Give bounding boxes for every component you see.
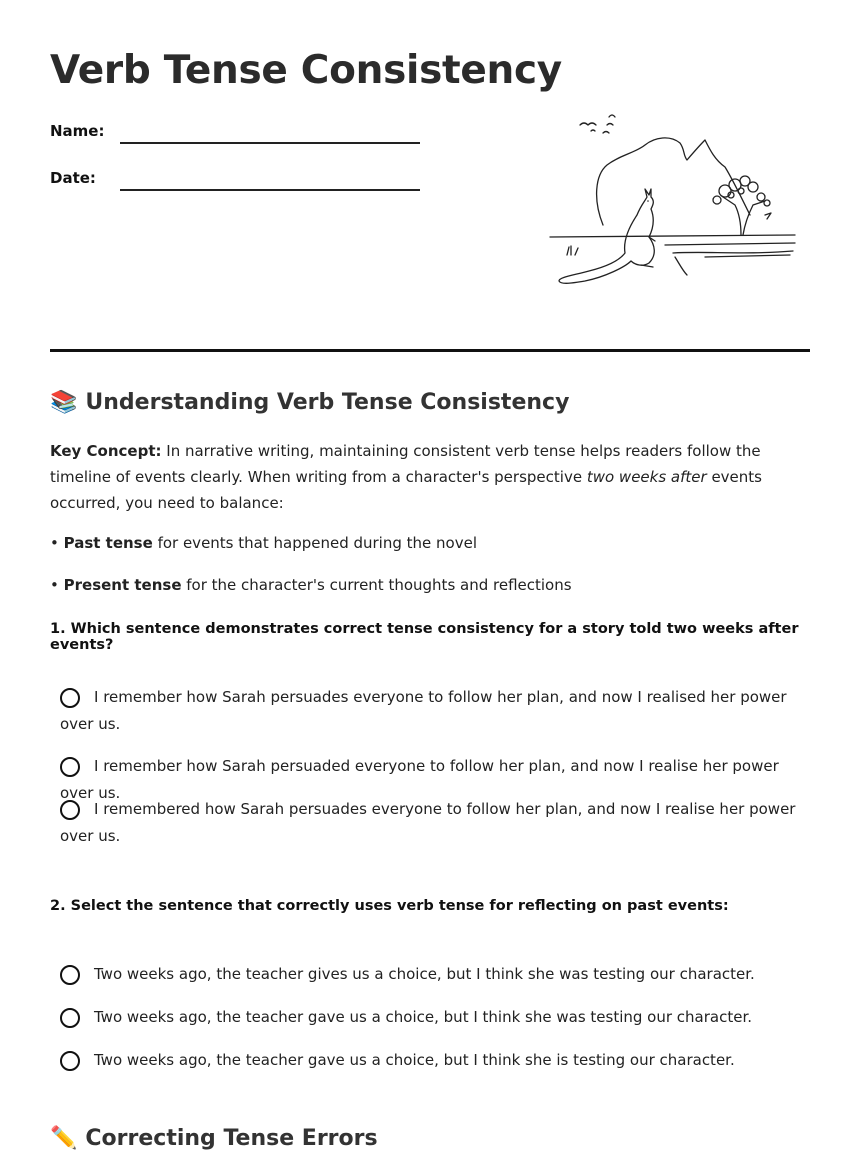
header-divider bbox=[50, 349, 810, 352]
date-field bbox=[50, 169, 96, 187]
key-concept-label: Key Concept: bbox=[50, 442, 162, 460]
worksheet-title: Verb Tense Consistency bbox=[50, 48, 562, 93]
option-text: I remember how Sarah persuaded everyone to follow her plan, and now I realise her power over us. bbox=[60, 757, 779, 802]
question-1-option-1[interactable] bbox=[60, 684, 805, 738]
option-text: I remember how Sarah persuades everyone to follow her plan, and now I realised her power over us. bbox=[60, 688, 787, 733]
option-text: I remembered how Sarah persuades everyone to follow her plan, and now I realise her power over us. bbox=[60, 800, 796, 845]
question-2-option-3[interactable] bbox=[60, 1047, 805, 1074]
kangaroo-outback-drawing-icon bbox=[545, 105, 800, 295]
radio-button[interactable] bbox=[60, 1051, 80, 1071]
key-concept-text-end: events occurred, you need to balance: bbox=[50, 468, 762, 512]
key-concept-emphasis: two weeks after bbox=[586, 468, 707, 486]
bullet-bold: Present tense bbox=[63, 576, 182, 594]
question-1-option-3[interactable] bbox=[60, 796, 805, 850]
bullet-text: for events that happened during the novel bbox=[152, 534, 477, 552]
key-concept-text: In narrative writing, maintaining consistent verb tense helps readers follow the timeline of events clearly. When writing from a character's perspective bbox=[50, 442, 761, 486]
bullet-text: for the character's current thoughts and reflections bbox=[181, 576, 572, 594]
date-label: Date: bbox=[50, 169, 96, 187]
question-2-prompt: 2. Select the sentence that correctly uses verb tense for reflecting on past events: bbox=[50, 898, 729, 914]
bullet-bold: Past tense bbox=[63, 534, 153, 552]
key-concept-paragraph bbox=[50, 438, 800, 516]
name-label: Name: bbox=[50, 122, 105, 140]
radio-button[interactable] bbox=[60, 965, 80, 985]
pencil-icon: ✏️ bbox=[50, 1126, 78, 1151]
section-heading-correcting bbox=[50, 1126, 378, 1151]
option-text: Two weeks ago, the teacher gives us a choice, but I think she was testing our character. bbox=[94, 965, 755, 983]
question-2-option-2[interactable] bbox=[60, 1004, 805, 1031]
section-heading-text: Correcting Tense Errors bbox=[85, 1126, 378, 1151]
question-1-prompt: 1. Which sentence demonstrates correct tense consistency for a story told two weeks after events? bbox=[50, 621, 799, 653]
option-text: Two weeks ago, the teacher gave us a choice, but I think she was testing our character. bbox=[94, 1008, 753, 1026]
radio-button[interactable] bbox=[60, 757, 80, 777]
books-icon: 📚 bbox=[50, 390, 78, 415]
list-item: • Past tense for events that happened during the novel bbox=[50, 534, 477, 552]
radio-button[interactable] bbox=[60, 800, 80, 820]
list-item: • Present tense for the character's current thoughts and reflections bbox=[50, 576, 572, 594]
section-heading-text: Understanding Verb Tense Consistency bbox=[85, 390, 570, 415]
radio-button[interactable] bbox=[60, 688, 80, 708]
date-input-line[interactable] bbox=[120, 189, 420, 191]
question-2-option-1[interactable] bbox=[60, 961, 805, 988]
section-heading-understanding bbox=[50, 390, 569, 415]
name-input-line[interactable] bbox=[120, 142, 420, 144]
radio-button[interactable] bbox=[60, 1008, 80, 1028]
name-field bbox=[50, 122, 104, 140]
option-text: Two weeks ago, the teacher gave us a choice, but I think she is testing our character. bbox=[94, 1051, 735, 1069]
